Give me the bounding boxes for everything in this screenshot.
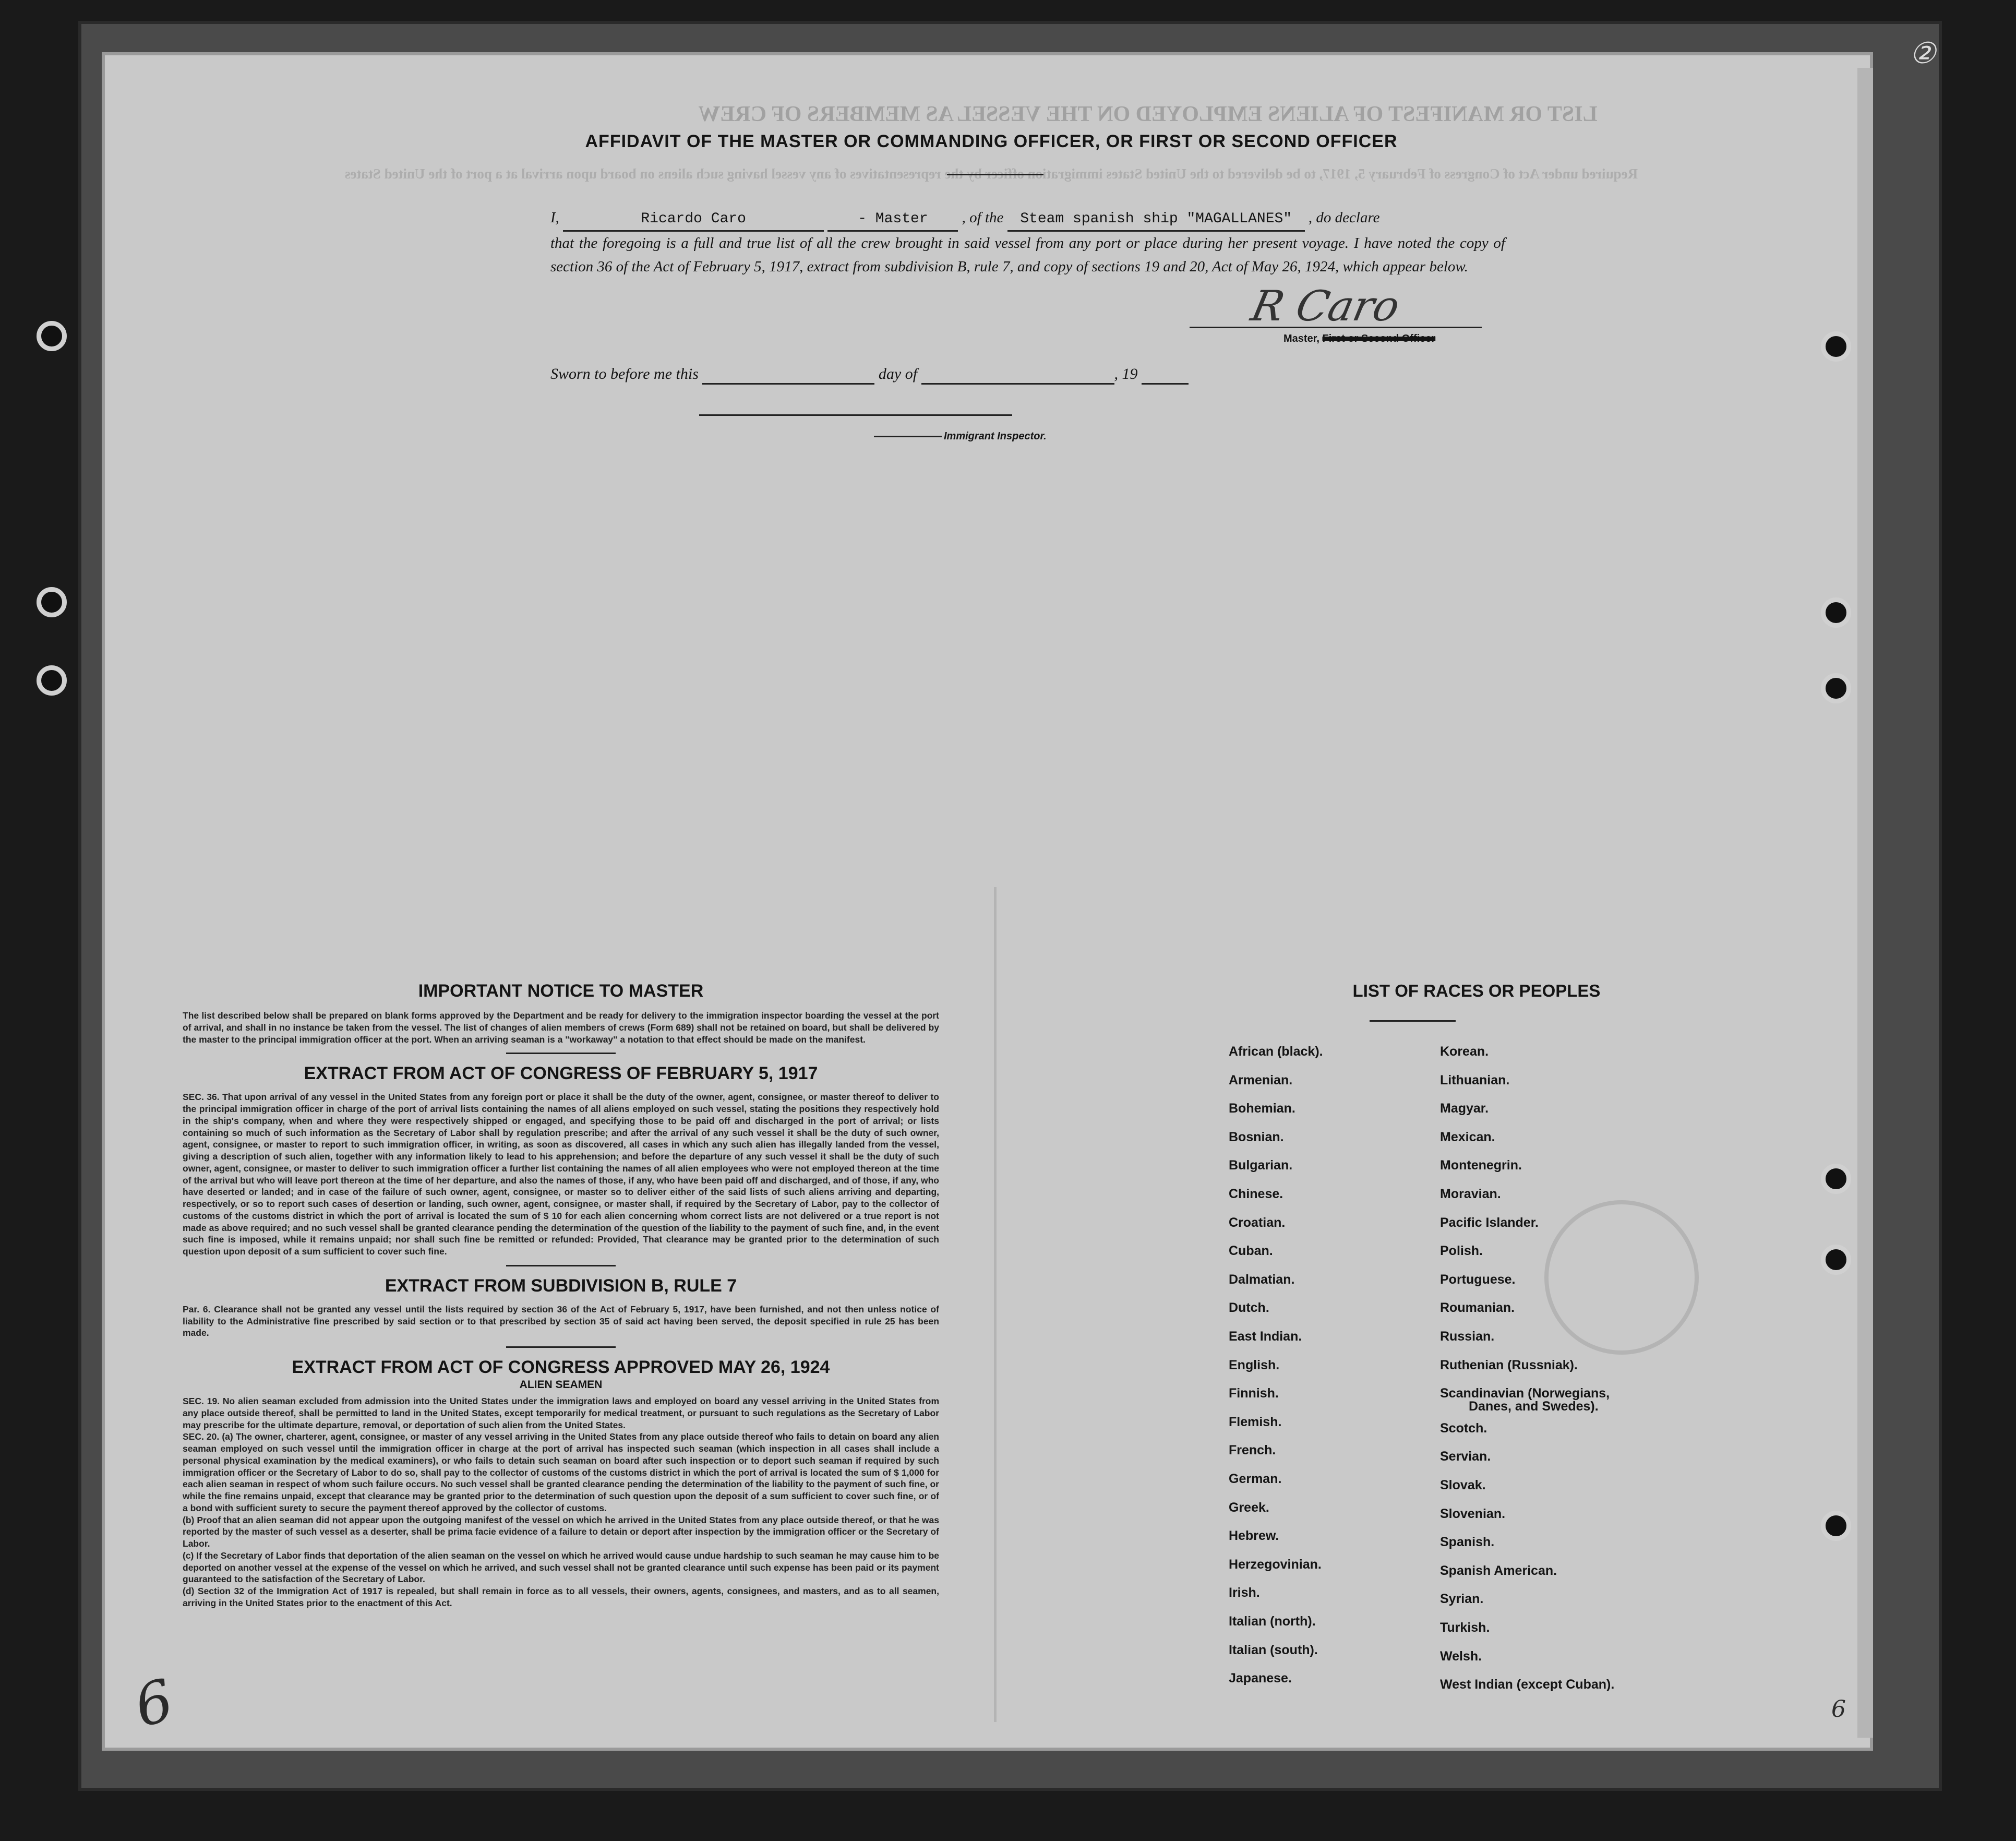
- binder-hole-icon: [1821, 1245, 1851, 1275]
- race-item: German.: [1229, 1472, 1282, 1486]
- act-1924-title: EXTRACT FROM ACT OF CONGRESS APPROVED MAY 26, 1924: [292, 1357, 830, 1377]
- race-item: West Indian (except Cuban).: [1440, 1677, 1615, 1692]
- position-field: - Master: [827, 208, 958, 232]
- inspector-signature-line: [699, 414, 1012, 416]
- fold-shadow: [994, 887, 997, 1722]
- act-1924-sec19: SEC. 19. No alien seaman excluded from admission into the United States under the immigration laws and employed on board any vessel arriving in the United States from any place outside thereof, shall be permitted to land in the United States, except temporarily for medical treatment, or pursuant to such regulations as the Secretary of Labor may prescribe for the ultimate departure, removal, or deportation of such alien from the United States.: [183, 1396, 939, 1430]
- affidavit-body: that the foregoing is a full and true list of all the crew brought in said vessel from any port or place during her present voyage. I have noted the copy of section 36 of the Act of February 5, 1917, extract from subdivision B, rule 7, and copy of sections 19 and 20, Act of May 26, 1924, which appear below.: [550, 235, 1505, 276]
- divider: [506, 1346, 616, 1348]
- notice-title: IMPORTANT NOTICE TO MASTER: [418, 981, 704, 1001]
- race-item: Moravian.: [1440, 1187, 1501, 1201]
- race-item: Bulgarian.: [1229, 1158, 1293, 1173]
- race-item: Hebrew.: [1229, 1528, 1279, 1543]
- race-item: Polish.: [1440, 1244, 1483, 1258]
- of-the-text: , of the: [962, 209, 1004, 226]
- bleedthrough-subtitle: Required under Act of Congress of February 5, 1917, to be delivered to the United States immigration officer by the representatives of any vessel having such aliens on board upon arrival at a port of the United States: [344, 166, 1638, 182]
- race-item: Servian.: [1440, 1449, 1491, 1464]
- race-item: Italian (south).: [1229, 1643, 1318, 1657]
- signature-label: Master, First or Second Officer: [1283, 333, 1436, 344]
- affidavit-statement: [550, 206, 1505, 279]
- rule-7-title: EXTRACT FROM SUBDIVISION B, RULE 7: [385, 1275, 737, 1296]
- affidavit-first-line: [550, 206, 1505, 232]
- binder-hole-icon: [37, 321, 67, 351]
- sworn-line: Sworn to before me this day of , 19: [550, 365, 1189, 385]
- bottom-right-mark: 6: [1831, 1696, 1846, 1723]
- divider: [506, 1053, 616, 1054]
- race-item: Korean.: [1440, 1044, 1489, 1059]
- race-item: Pacific Islander.: [1440, 1215, 1539, 1230]
- binder-hole-icon: [1821, 673, 1851, 703]
- race-item: Welsh.: [1440, 1649, 1482, 1664]
- race-item: Flemish.: [1229, 1415, 1282, 1429]
- master-signature: R Caro: [1247, 282, 1404, 330]
- race-item: French.: [1229, 1443, 1276, 1457]
- bleedthrough-title: LIST OR MANIFEST OF ALIENS EMPLOYED ON THE VESSEL AS MEMBERS OF CREW: [698, 102, 1598, 126]
- affidavit-title: AFFIDAVIT OF THE MASTER OR COMMANDING OFFICER, OR FIRST OR SECOND OFFICER: [585, 132, 1398, 151]
- rule-7-text: Par. 6. Clearance shall not be granted any vessel until the lists required by section 36 of the Act of February 5, 1917, have been furnished, and not then unless notice of liability to the Administrative fine prescribed by said section or to that prescribed by section 35 of said act having been served, the deposit specified in rule 25 has been made.: [183, 1304, 939, 1338]
- seal-impression: [1544, 1200, 1699, 1355]
- races-title: LIST OF RACES OR PEOPLES: [1352, 981, 1601, 1000]
- binder-hole-icon: [1821, 1511, 1851, 1541]
- binder-hole-icon: [1821, 1164, 1851, 1194]
- act-1924-subtitle: ALIEN SEAMEN: [519, 1379, 603, 1391]
- race-item: Dutch.: [1229, 1300, 1269, 1315]
- master-name-field: Ricardo Caro: [563, 208, 824, 232]
- race-item: Montenegrin.: [1440, 1158, 1522, 1173]
- race-item: Armenian.: [1229, 1073, 1293, 1087]
- affidavit-intro: I,: [550, 209, 559, 226]
- act-1924-sec20d: (d) Section 32 of the Immigration Act of 1917 is repealed, but shall remain in force as to all vessels, their owners, agents, consignees, and masters, and as to all seamen, arriving in the United States prior to the enactment of this Act.: [183, 1586, 939, 1608]
- race-item: Dalmatian.: [1229, 1272, 1295, 1287]
- binder-hole-icon: [37, 587, 67, 617]
- race-item: Greek.: [1229, 1500, 1269, 1515]
- act-1917-title: EXTRACT FROM ACT OF CONGRESS OF FEBRUARY 5, 1917: [304, 1063, 818, 1084]
- race-item: Scandinavian (Norwegians,: [1440, 1386, 1610, 1401]
- race-item: Mexican.: [1440, 1130, 1495, 1144]
- race-item: Croatian.: [1229, 1215, 1286, 1230]
- race-item: Bosnian.: [1229, 1130, 1284, 1144]
- divider: [506, 1265, 616, 1266]
- race-item: East Indian.: [1229, 1329, 1302, 1344]
- notice-text: The list described below shall be prepared on blank forms approved by the Department and be ready for delivery to the immigration inspector boarding the vessel at the port of arrival, and shall in no instance be taken from the vessel. The list of changes of alien members of crews (Form 689) shall not be retained on board, but shall be delivered by the master to the principal immigration officer at the port. When an arriving seaman is a "workaway" a notation to that effect should be made on the manifest.: [183, 1010, 939, 1045]
- inspector-label: Immigrant Inspector.: [874, 431, 1047, 443]
- binder-hole-icon: [1821, 597, 1851, 628]
- race-item: English.: [1229, 1358, 1280, 1372]
- race-item: Syrian.: [1440, 1592, 1484, 1606]
- race-item: Japanese.: [1229, 1671, 1292, 1685]
- race-item: Spanish American.: [1440, 1563, 1557, 1578]
- race-item: Scotch.: [1440, 1421, 1487, 1436]
- race-item: Roumanian.: [1440, 1300, 1515, 1315]
- race-item: Slovak.: [1440, 1478, 1486, 1492]
- race-item: Irish.: [1229, 1585, 1260, 1600]
- race-item: Bohemian.: [1229, 1101, 1295, 1116]
- notice-column: [183, 981, 939, 1609]
- race-item: African (black).: [1229, 1044, 1323, 1059]
- signature-line: [1190, 327, 1482, 328]
- race-continuation: Danes, and Swedes).: [1469, 1399, 1599, 1414]
- race-item: Russian.: [1440, 1329, 1495, 1344]
- act-1924-sec20b: (b) Proof that an alien seaman did not appear upon the outgoing manifest of the vessel on which he arrived in the United States from any place outside thereof, or that he was reported by the master of such vessel as a deserter, shall be prima facie evidence of a failure to detain or deport after inspection by the immigration officer or the Secretary of Labor.: [183, 1514, 939, 1549]
- race-item: Ruthenian (Russniak).: [1440, 1358, 1578, 1372]
- race-item: Cuban.: [1229, 1244, 1273, 1258]
- race-item: Chinese.: [1229, 1187, 1283, 1201]
- race-item: Finnish.: [1229, 1386, 1279, 1401]
- divider: [1370, 1020, 1456, 1022]
- bottom-left-mark: 6: [127, 1666, 181, 1740]
- binder-hole-icon: [1821, 331, 1851, 362]
- race-item: Turkish.: [1440, 1620, 1490, 1635]
- vessel-field: Steam spanish ship "MAGALLANES": [1007, 208, 1305, 232]
- page-edge: [1857, 68, 1873, 1738]
- race-item: Italian (north).: [1229, 1614, 1316, 1629]
- race-item: Lithuanian.: [1440, 1073, 1510, 1087]
- declare-text: , do declare: [1308, 209, 1380, 226]
- race-item: Magyar.: [1440, 1101, 1489, 1116]
- race-item: Slovenian.: [1440, 1507, 1506, 1521]
- page-number: ②: [1910, 37, 1936, 70]
- binder-hole-icon: [37, 665, 67, 696]
- act-1917-text: SEC. 36. That upon arrival of any vessel in the United States from any foreign port or place it shall be the duty of the owner, agent, consignee, or master thereof to deliver to the principal immigration officer in charge of the port of arrival lists containing the names of all aliens employed on such vessel, stating the positions they respectively hold in the ship's company, when and where they were respectively shipped or engaged, and specifying those to be paid off and discharged in the port of arrival; or lists containing so much of such information as the Secretary of Labor shall by regulation prescribe; and after the arrival of any such vessel it shall be the duty of such owner, agent, consignee, or master to report to such immigration officer, in writing, as soon as discovered, all cases in which any such alien has illegally landed from the vessel, giving a description of such alien, together with any information likely to lead to his apprehension; and before the departure of any such vessel it shall be the duty of such owner, agent, consignee, or master to deliver to such immigration officer a further list containing the names of all alien employees who were not employed thereon at the time of the arrival but who will leave port thereon at the time of her departure, and also the names of those, if any, who have been paid off and discharged, and of those, if any, who have deserted or landed; and in case of the failure of such owner, agent, consignee, or master so to deliver either of the said lists of such aliens arriving and departing, respectively, or so to report such cases of desertion or landing, such owner, agent, consignee, or master shall, if required by the Secretary of Labor, pay to the collector of customs of the customs district in which the port of arrival is located the sum of $ 10 for each alien concerning whom correct lists are not delivered or a true report is not made as above required; and no such vessel shall be granted clearance pending the determination of the question of the liability to the payment of such fine, and, in the event such fine is imposed, while it remains unpaid; nor shall such fine be remitted or refunded: Provided, That clearance may be granted prior to the determination of such question upon deposit of a sum sufficient to cover such fine.: [183, 1092, 939, 1257]
- race-item: Spanish.: [1440, 1535, 1495, 1549]
- race-item: Herzegovinian.: [1229, 1557, 1322, 1572]
- act-1924-sec20c: (c) If the Secretary of Labor finds that deportation of the alien seaman on the vessel on which he arrived would cause undue hardship to such seaman he may cause him to be deported on another vessel at the expense of the vessel on which he arrived, and such vessel shall not be granted clearance until such expense has been paid or its payment guaranteed to the satisfaction of the Secretary of Labor.: [183, 1550, 939, 1585]
- divider: [947, 174, 1043, 175]
- race-item: Portuguese.: [1440, 1272, 1516, 1287]
- act-1924-sec20a: SEC. 20. (a) The owner, charterer, agent, consignee, or master of any vessel arriving in the United States from any place outside thereof who fails to detain on board any alien seaman employed on such vessel until the immigration officer in charge at the port of arrival has inspected such seaman (which inspection in all cases shall include a personal physical examination by the medical examiners), or who fails to detain such seaman on board after such inspection or to deport such seaman if required by such immigration officer or the Secretary of Labor to do so, shall pay to the collector of customs of the customs district in which the port of arrival is located the sum of $ 1,000 for each alien seaman in respect of whom such failure occurs. No such vessel shall be granted clearance pending the determination of the liability to the payment of such fine, or while the fine remains unpaid, except that clearance may be granted prior to the determination of such question upon the deposit of a sum sufficient to cover such fine, or of a bond with sufficient surety to secure the payment thereof approved by the collector of customs.: [183, 1431, 939, 1513]
